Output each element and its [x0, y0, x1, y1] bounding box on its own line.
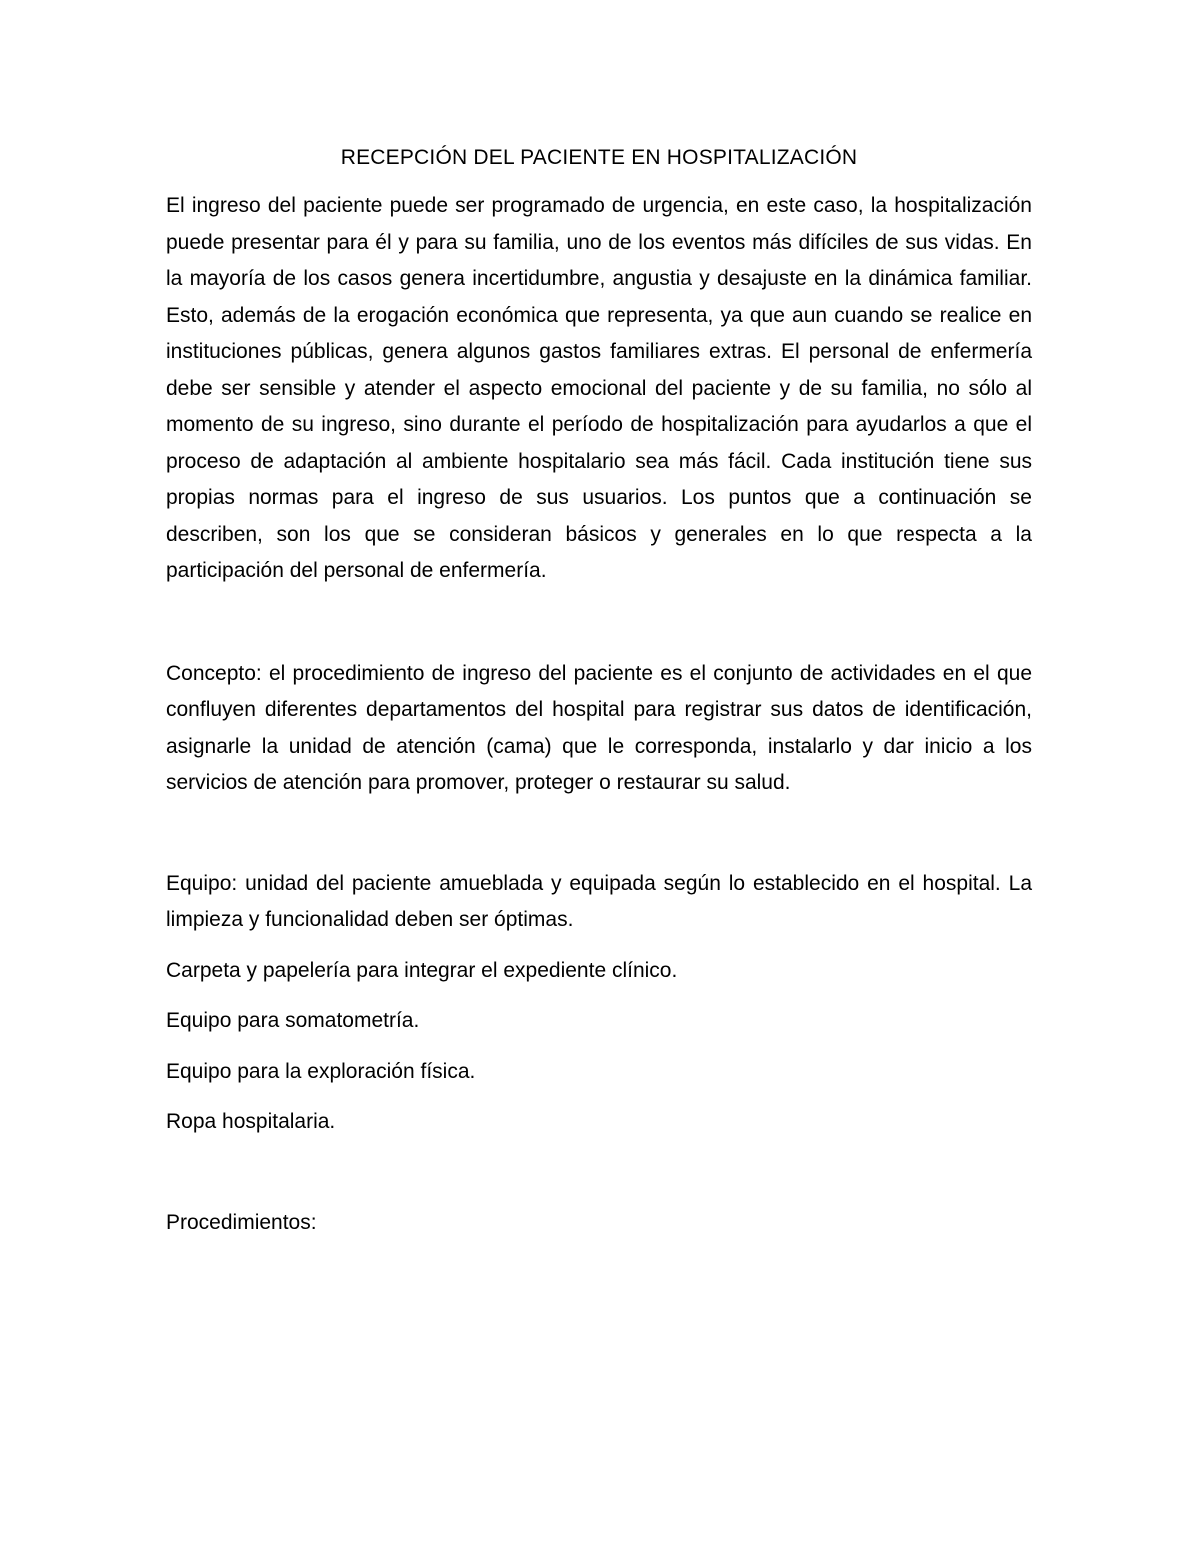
concept-paragraph: Concepto: el procedimiento de ingreso del paciente es el conjunto de actividades en el que confluyen diferentes departamentos del hospital para registrar sus datos de identificación, asignarle la unidad de atención (cama) que le corresponda, instalarlo y dar inicio a los servicios de atención para promover, proteger o restaurar su salud. — [166, 661, 1032, 794]
equipment-item: Equipo para somatometría. — [166, 1009, 420, 1032]
intro-paragraph: El ingreso del paciente puede ser programado de urgencia, en este caso, la hospitalización puede presentar para él y para su familia, uno de los eventos más difíciles de sus vidas. En la mayoría de los casos genera incertidumbre, angustia y desajuste en la dinámica familiar. Esto, además de la erogación económica que representa, ya que aun cuando se realice en instituciones públicas, genera algunos gastos familiares extras. El personal de enfermería debe ser sensible y atender el aspecto emocional del paciente y de su familia, no sólo al momento de su ingreso, sino durante el período de hospitalización para ayudarlos a que el proceso de adaptación al ambiente hospitalario sea más fácil. Cada institución tiene sus propias normas para el ingreso de sus usuarios. Los puntos que a continuación se describen, son los que se consideran básicos y generales en lo que respecta a la participación del personal de enfermería. — [166, 194, 1032, 582]
document-body — [166, 140, 1032, 1241]
procedures-heading: Procedimientos: — [166, 1210, 317, 1234]
equipment-item: Carpeta y papelería para integrar el expediente clínico. — [166, 958, 678, 982]
equipment-paragraph: Equipo: unidad del paciente amueblada y equipada según lo establecido en el hospital. La limpieza y funcionalidad deben ser óptimas. — [166, 871, 1032, 931]
equipment-item: Ropa hospitalaria. — [166, 1110, 336, 1133]
document-title: RECEPCIÓN DEL PACIENTE EN HOSPITALIZACIÓN — [340, 146, 858, 169]
equipment-item: Equipo para la exploración física. — [166, 1059, 476, 1083]
